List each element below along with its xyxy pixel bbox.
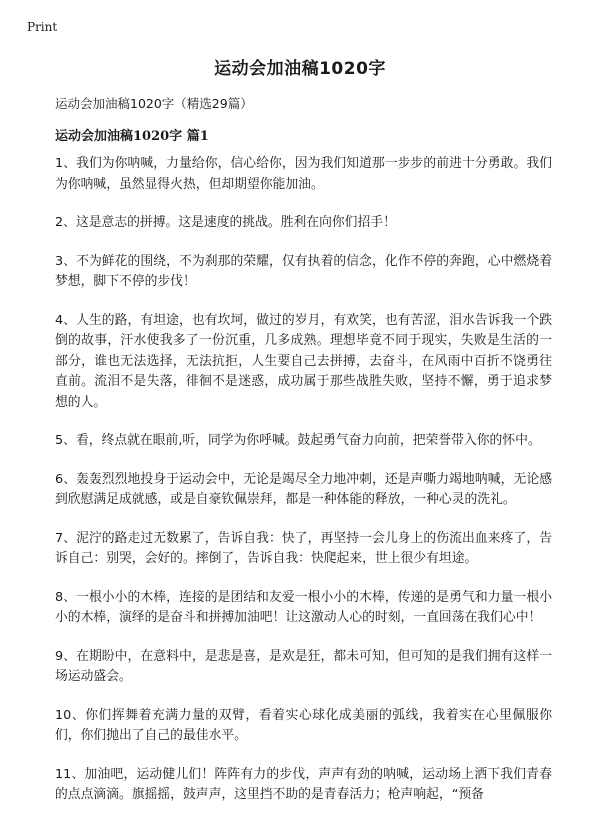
paragraph-7: 7、泥泞的路走过无数累了，告诉自我：快了，再坚持一会儿身上的伤流出血来疼了，告诉自己：别哭，会好的。摔倒了，告诉自我：快爬起来，世上很少有坦途。 [55, 530, 552, 566]
paragraph-10: 10、你们挥舞着充满力量的双臂，看着实心球化成美丽的弧线，我着实在心里佩服你们，你们抛出了自己的最佳水平。 [55, 707, 552, 743]
document-subtitle: 运动会加油稿1020字（精选29篇） [55, 96, 253, 111]
paragraph-11: 11、加油吧，运动健儿们！阵阵有力的步伐，声声有劲的呐喊，运动场上洒下我们青春的点点滴滴。旗摇摇，鼓声声，这里挡不助的是青春活力；枪声响起，“预备 [55, 766, 552, 802]
document-title: 运动会加油稿1020字 [214, 59, 386, 79]
paragraph-2: 2、这是意志的拼搏。这是速度的挑战。胜利在向你们招手！ [55, 215, 396, 230]
paragraph-6: 6、轰轰烈烈地投身于运动会中，无论是竭尽全力地冲刺，还是声嘶力竭地呐喊，无论感到欣慰满足成就感，或是自豪钦佩崇拜，都是一种体能的释放，一种心灵的洗礼。 [55, 471, 552, 507]
paragraph-1: 1、我们为你呐喊，力量给你，信心给你，因为我们知道那一步步的前进十分勇敢。我们为你呐喊，虽然显得火热，但却期望你能加油。 [55, 156, 552, 192]
paragraph-4: 4、人生的路，有坦途，也有坎坷，做过的岁月，有欢笑，也有苦涩，泪水告诉我一个跌倒的故事，汗水使我多了一份沉重，几多成熟。理想毕竟不同于现实，失败是生活的一部分，谁也无法选择，无法抗拒，人生要自己去拼搏，去奋斗，在风雨中百折不饶勇往直前。流泪不是失落，徘徊不是迷惑，成功属于那些战胜失败，坚持不懈，勇于追求梦想的人。 [55, 312, 552, 410]
article-body [55, 154, 552, 824]
section-heading: 运动会加油稿1020字 篇1 [55, 129, 209, 144]
paragraph-9: 9、在期盼中，在意料中，是悲是喜，是欢是狂，都未可知，但可知的是我们拥有这样一场运动盛会。 [55, 648, 552, 684]
print-link[interactable]: Print [27, 20, 58, 34]
paragraph-5: 5、看，终点就在眼前,听，同学为你呼喊。鼓起勇气奋力向前，把荣誉带入你的怀中。 [55, 433, 541, 448]
paragraph-8: 8、一根小小的木棒，连接的是团结和友爱一根小小的木棒，传递的是勇气和力量一根小小的木棒，演绎的是奋斗和拼搏加油吧！让这激动人心的时刻，一直回荡在我们心中！ [55, 589, 552, 625]
paragraph-3: 3、不为鲜花的围绕，不为刹那的荣耀，仅有执着的信念，化作不停的奔跑，心中燃烧着梦想，脚下不停的步伐！ [55, 253, 552, 289]
